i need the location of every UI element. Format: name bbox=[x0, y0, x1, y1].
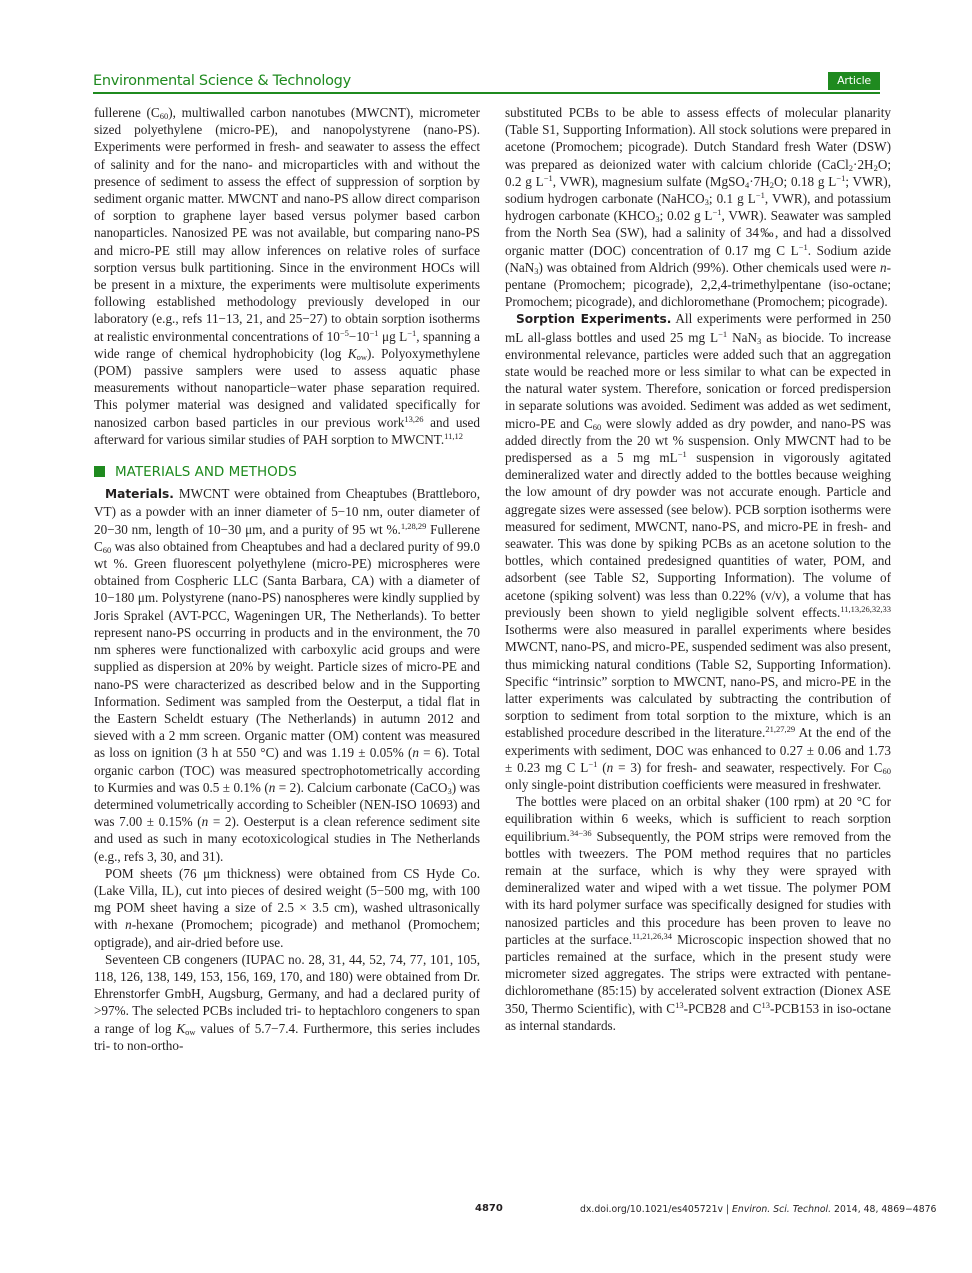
chemicals-paragraph: substituted PCBs to be able to assess effects of molecular planarity (Table S1, Supporting Information). All stock solutions were prepared in acetone (Promochem; picograde). Dutch Standard fresh Water (DSW) was prepared as deionized water with calcium chloride ($CaCl_2\cdot 2H_2O$; 0.2 g $L^{-1}$, VWR), magnesium sulfate ($MgSO_4\cdot 7H_2O$; 0.18 g $L^{-1}$; VWR), sodium hydrogen carbonate (NaHCO$_3$; 0.1 g $L^{-1}$, VWR), and potassium hydrogen carbonate ($KHCO_3$; 0.02 g $L^{-1}$, VWR). Seawater was sampled from the North Sea (SW), had a salinity of 34‰, and had a dissolved organic matter (DOC) concentration of 0.17 mg C $L^{-1}$. Sodium azide (NaN$_3$) was obtained from Aldrich (99%). Other chemicals used were n-pentane (Promochem; picograde), 2,2,4-trimethylpentane (iso-octane; Promochem; picograde), and dichloromethane (Promochem; picograde). bbox=[505, 105, 891, 310]
bottles-paragraph: The bottles were placed on an orbital shaker (100 rpm) at 20 °C for equilibration within 6 weeks, which is sufficient to reach sorption equilibrium.$^{34-36}$ Subsequently, the POM strips were removed from the bottles with tweezers. The POM method requires that no particles remain at the surface, which is why they were sprayed with demineralized water and wiped with a wet tissue. The polymer POM with its hard polymer surface was specifically designed for studies with nanosized particles and this procedure has been proven to leave no particles at the surface.$^{11,21,26,34}$ Microscopic inspection showed that no particles remained at the surface, which in the present study were micrometer sized aggregates. The strips were extracted with pentane-dichloromethane (85:15) by accelerated solvent extraction (Dionex ASE 350, Thermo Scientific), with $C^{13}-PCB28$ and $C^{13}-PCB153$ in iso-octane as internal standards. bbox=[505, 794, 891, 1033]
intro-paragraph: fullerene $(C_{60})$, multiwalled carbon nanotubes (MWCNT), micrometer sized polyethylene (micro-PE), and nanopolystyrene (nano-PS). Experiments were performed in fresh- and seawater to assess the effect of salinity and for the nano- and microparticles with and without the presence of sediment to assess the effect of suppression of sorption by sediment organic matter. MWCNT and nano-PS allow direct comparison of sorption to graphene layer based versus polymer based carbon nanoparticles. Nanosized PE was not available, but comparing nano-PS and micro-PE still may allow inferences on relative roles of surface sorption versus bulk partitioning. Since in the environment HOCs will be present in a mixture, the experiments were multisolute experiments following established methodology previously developed in our laboratory (e.g., refs 11−13, 21, and 25−27) to obtain sorption isotherms at realistic environmental concentrations of $10^{-5}-10^{-1}$ μg $L^{-1}$, spanning a wide range of chemical hydrophobicity (log $K_{ow}$). Polyoxymethylene (POM) passive samplers were used to assess aquatic phase measurements without nanoparticle−water phase separation required. This polymer material was designed and validated specifically for nanosized carbon based particles in our previous work$^{13,26}$ and used afterward for various similar studies of PAH sorption to MWCNT.$^{11,12}$ bbox=[94, 105, 480, 447]
article-type-badge: Article bbox=[828, 72, 880, 90]
section-heading-materials-methods: MATERIALS AND METHODS bbox=[94, 464, 480, 481]
left-column bbox=[94, 104, 480, 1054]
citation-ref[interactable]: 1,28,29 bbox=[400, 520, 427, 531]
citation-ref[interactable]: 11,12 bbox=[444, 430, 463, 441]
sorption-experiments-paragraph: Sorption Experiments. All experiments were performed in 250 mL all-glass bottles and used 25 mg $L^{-1}$ NaN$_3$ as biocide. To increase environmental relevance, particles were added such that an aggregation state would be reached more or less similar to what can be expected in the natural water system. Therefore, sonication or forced predispersion in separate solutions was avoided. Sediment was added as wet sediment, micro-PE and $C_{60}$ were slowly added as dry powder, and nano-PS was added directly from the 20 wt % suspension. Only MWCNT had to be predispersed as a 5 mg $mL^{-1}$ suspension in vigorously agitated demineralized water and directly added to the bottles because weighing the low amount of dry powder was not accurate enough. Particle and aggregate sizes were assessed (see below). PCB sorption isotherms were measured for sediment, MWCNT, nano-PS, and micro-PE in fresh- and seawater. This was done by spiking PCBs as an acetone solution to the bottles, which contained predesigned quantities of water, POM, and adsorbent (see Table S2, Supporting Information). The volume of acetone (spiking solvent) was less than 0.22% (v/v), a volume that has previously been shown to yield negligible solvent effects.$^{11,13,26,32,33}$ Isotherms were also measured in parallel experiments where besides MWCNT, nano-PS, and micro-PE, suspended sediment was also present, thus mimicking natural conditions (Table S2, Supporting Information). Specific “intrinsic” sorption to MWCNT, nano-PS, and micro-PE in the latter experiments was calculated by subtracting the contribution of sorption to sediment from total sorption to the mixture, which is an established procedure described in the literature.$^{21,27,29}$ At the end of the experiments with sediment, DOC was enhanced to 0.27 ± 0.06 and 1.73 ± 0.23 mg C $L^{-1}$ (n = 3) for fresh- and seawater, respectively. For $C_{60}$ only single-point distribution coefficients were measured in freshwater. bbox=[505, 311, 892, 792]
running-header bbox=[93, 72, 880, 92]
journal-abbrev: Environ. Sci. Technol. bbox=[732, 1204, 832, 1215]
citation-ref[interactable]: 21,27,29 bbox=[765, 724, 796, 735]
page-footer bbox=[0, 1203, 972, 1219]
cb-congeners-paragraph: Seventeen CB congeners (IUPAC no. 28, 31, 44, 52, 74, 77, 101, 105, 118, 126, 138, 149, 153, 156, 169, 170, and 180) were obtained from Dr. Ehrenstorfer GmbH, Augsburg, Germany, and had a declared purity of >97%. The selected PCBs included tri- to heptachloro congeners to span a range of $\log K_{ow}$ values of 5.7−7.4. Furthermore, this series includes tri- to non-ortho- bbox=[94, 951, 480, 1053]
materials-paragraph: Materials. MWCNT were obtained from Cheaptubes (Brattleboro, VT) as a powder with an inner diameter of 5−10 nm, outer diameter of 20−30 nm, length of 10−30 μm, and a purity of 95 wt %.$^{1,28,29}$ Fullerene $C_{60}$ was also obtained from Cheaptubes and had a declared purity of 99.0 wt %. Green fluorescent polyethylene (micro-PE) microspheres were obtained from Cospheric LLC (Santa Barbara, CA) with a diameter of 10−180 μm. Polystyrene (nano-PS) nanospheres were kindly supplied by Joris Sprakel (AVT-PCC, Wageningen UR, The Netherlands). To better represent nano-PS occurring in products and in the environment, the 70 nm spheres were functionalized with carboxylic acid groups and were supplied as dispersion at 20% by weight. Particle sizes of micro-PE and nano-PS were characterized as described below and in the Supporting Information. Sediment was sampled from the Oesterput, a tidal flat in the Eastern Scheldt estuary (The Netherlands) in autumn 2012 and sieved with a 2 mm screen. Organic matter (OM) content was measured as loss on ignition (3 h at 550 °C) and was 1.19 ± 0.05% (n = 6). Total organic carbon (TOC) was measured spectrophotometrically according to Kurmies and was 0.5 ± 0.1% (n = 2). Calcium carbonate (CaCO$_3$) was determined volumetrically according to Scheibler (NEN-ISO 10693) and was 7.00 ± 0.15% (n = 2). Oesterput is a clean reference sediment site and used as such in many ecotoxicological studies in The Netherlands (e.g., refs 3, 30, and 31). bbox=[94, 486, 481, 864]
citation-ref[interactable]: 34−36 bbox=[569, 827, 592, 838]
footer-citation: dx.doi.org/10.1021/es405721v | Environ. Sci. Technol. 2014, 48, 4869−4876 bbox=[580, 1204, 937, 1215]
run-in-heading-materials: Materials. bbox=[105, 487, 174, 502]
run-in-heading-sorption: Sorption Experiments. bbox=[516, 312, 672, 327]
page-number: 4870 bbox=[475, 1203, 503, 1214]
pom-paragraph: POM sheets (76 μm thickness) were obtained from CS Hyde Co. (Lake Villa, IL), cut into pieces of desired weight (5−500 mg, with 100 mg POM sheet having a size of 2.5 × 3.5 cm), washed ultrasonically with n-hexane (Promochem; picograde) and methanol (Promochem; optigrade), and air-dried before use. bbox=[94, 865, 480, 950]
doi-link[interactable]: dx.doi.org/10.1021/es405721v bbox=[580, 1204, 723, 1215]
journal-title: Environmental Science & Technology bbox=[93, 73, 351, 89]
right-column bbox=[505, 104, 891, 1034]
section-square-icon bbox=[94, 466, 105, 477]
citation-ref[interactable]: 11,21,26,34 bbox=[632, 930, 673, 941]
header-rule bbox=[93, 92, 880, 94]
citation-ref[interactable]: 13,26 bbox=[404, 413, 424, 424]
citation-ref[interactable]: 11,13,26,32,33 bbox=[840, 603, 891, 614]
